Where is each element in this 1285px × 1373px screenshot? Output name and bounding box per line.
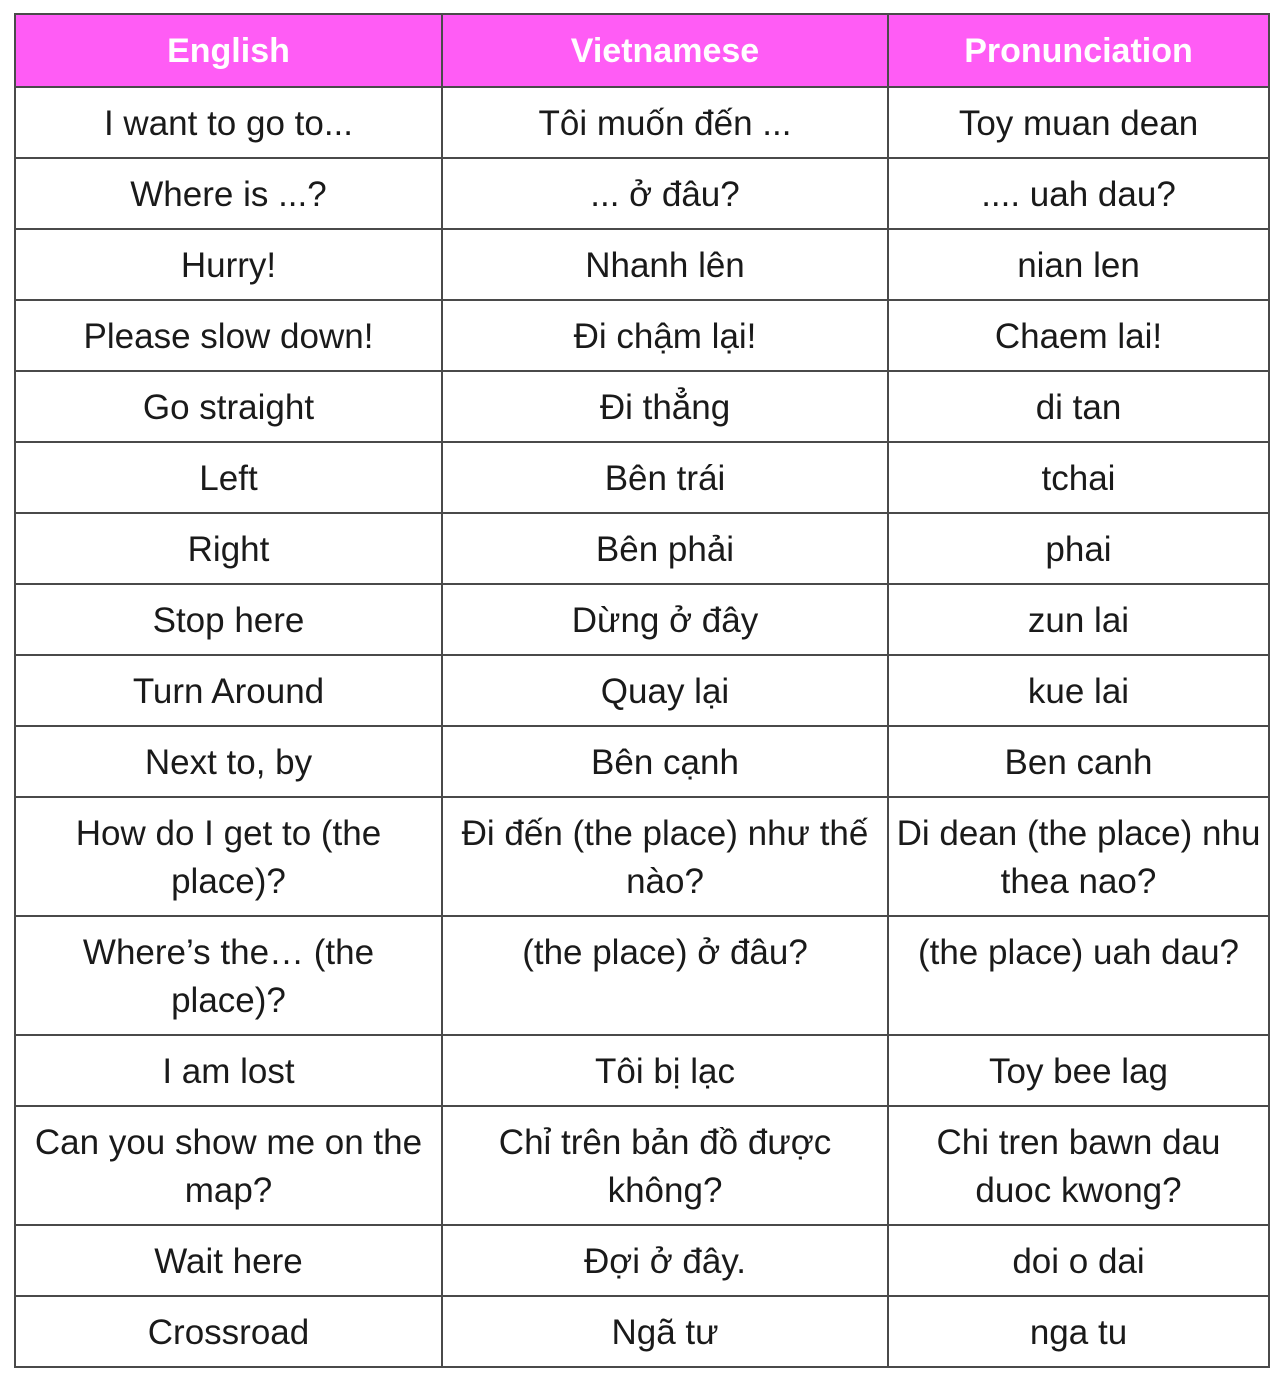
cell-pronunciation: tchai xyxy=(888,442,1269,513)
cell-pronunciation: Toy bee lag xyxy=(888,1035,1269,1106)
cell-english: I want to go to... xyxy=(15,87,442,158)
cell-vietnamese: Quay lại xyxy=(442,655,888,726)
cell-english: Left xyxy=(15,442,442,513)
table-row xyxy=(15,726,1269,797)
cell-pronunciation: Toy muan dean xyxy=(888,87,1269,158)
cell-pronunciation: (the place) uah dau? xyxy=(888,916,1269,1035)
cell-pronunciation: Di dean (the place) nhu thea nao? xyxy=(888,797,1269,916)
cell-pronunciation: kue lai xyxy=(888,655,1269,726)
cell-english: How do I get to (the place)? xyxy=(15,797,442,916)
cell-pronunciation: phai xyxy=(888,513,1269,584)
cell-english: Crossroad xyxy=(15,1296,442,1367)
table-row xyxy=(15,300,1269,371)
table-row xyxy=(15,797,1269,916)
table-row xyxy=(15,655,1269,726)
cell-vietnamese: Đi đến (the place) như thế nào? xyxy=(442,797,888,916)
cell-english: Stop here xyxy=(15,584,442,655)
cell-pronunciation: .... uah dau? xyxy=(888,158,1269,229)
cell-vietnamese: Đi thẳng xyxy=(442,371,888,442)
table-row xyxy=(15,371,1269,442)
header-english: English xyxy=(15,14,442,87)
table-row xyxy=(15,513,1269,584)
header-row xyxy=(15,14,1269,87)
cell-english: Next to, by xyxy=(15,726,442,797)
phrase-table xyxy=(14,13,1270,1368)
cell-vietnamese: Bên phải xyxy=(442,513,888,584)
cell-pronunciation: nian len xyxy=(888,229,1269,300)
cell-english: Can you show me on the map? xyxy=(15,1106,442,1225)
cell-english: Where is ...? xyxy=(15,158,442,229)
table-row xyxy=(15,1035,1269,1106)
cell-pronunciation: doi o dai xyxy=(888,1225,1269,1296)
table-row xyxy=(15,229,1269,300)
cell-vietnamese: Bên trái xyxy=(442,442,888,513)
header-vietnamese: Vietnamese xyxy=(442,14,888,87)
table-row xyxy=(15,916,1269,1035)
cell-english: Wait here xyxy=(15,1225,442,1296)
cell-vietnamese: Đi chậm lại! xyxy=(442,300,888,371)
cell-english: Where’s the… (the place)? xyxy=(15,916,442,1035)
table-row xyxy=(15,1296,1269,1367)
cell-pronunciation: nga tu xyxy=(888,1296,1269,1367)
cell-english: Please slow down! xyxy=(15,300,442,371)
cell-vietnamese: (the place) ở đâu? xyxy=(442,916,888,1035)
cell-vietnamese: Ngã tư xyxy=(442,1296,888,1367)
cell-pronunciation: Chaem lai! xyxy=(888,300,1269,371)
cell-english: Turn Around xyxy=(15,655,442,726)
table-row xyxy=(15,584,1269,655)
table-row xyxy=(15,1225,1269,1296)
header-pronunciation: Pronunciation xyxy=(888,14,1269,87)
cell-vietnamese: Chỉ trên bản đồ được không? xyxy=(442,1106,888,1225)
cell-pronunciation: zun lai xyxy=(888,584,1269,655)
table-row xyxy=(15,1106,1269,1225)
cell-english: Right xyxy=(15,513,442,584)
table-row xyxy=(15,158,1269,229)
cell-english: Hurry! xyxy=(15,229,442,300)
cell-vietnamese: ... ở đâu? xyxy=(442,158,888,229)
cell-vietnamese: Bên cạnh xyxy=(442,726,888,797)
table-row xyxy=(15,87,1269,158)
cell-english: Go straight xyxy=(15,371,442,442)
cell-english: I am lost xyxy=(15,1035,442,1106)
table-row xyxy=(15,442,1269,513)
cell-vietnamese: Đợi ở đây. xyxy=(442,1225,888,1296)
cell-pronunciation: di tan xyxy=(888,371,1269,442)
cell-vietnamese: Tôi muốn đến ... xyxy=(442,87,888,158)
cell-vietnamese: Tôi bị lạc xyxy=(442,1035,888,1106)
cell-pronunciation: Ben canh xyxy=(888,726,1269,797)
cell-pronunciation: Chi tren bawn dau duoc kwong? xyxy=(888,1106,1269,1225)
cell-vietnamese: Nhanh lên xyxy=(442,229,888,300)
cell-vietnamese: Dừng ở đây xyxy=(442,584,888,655)
